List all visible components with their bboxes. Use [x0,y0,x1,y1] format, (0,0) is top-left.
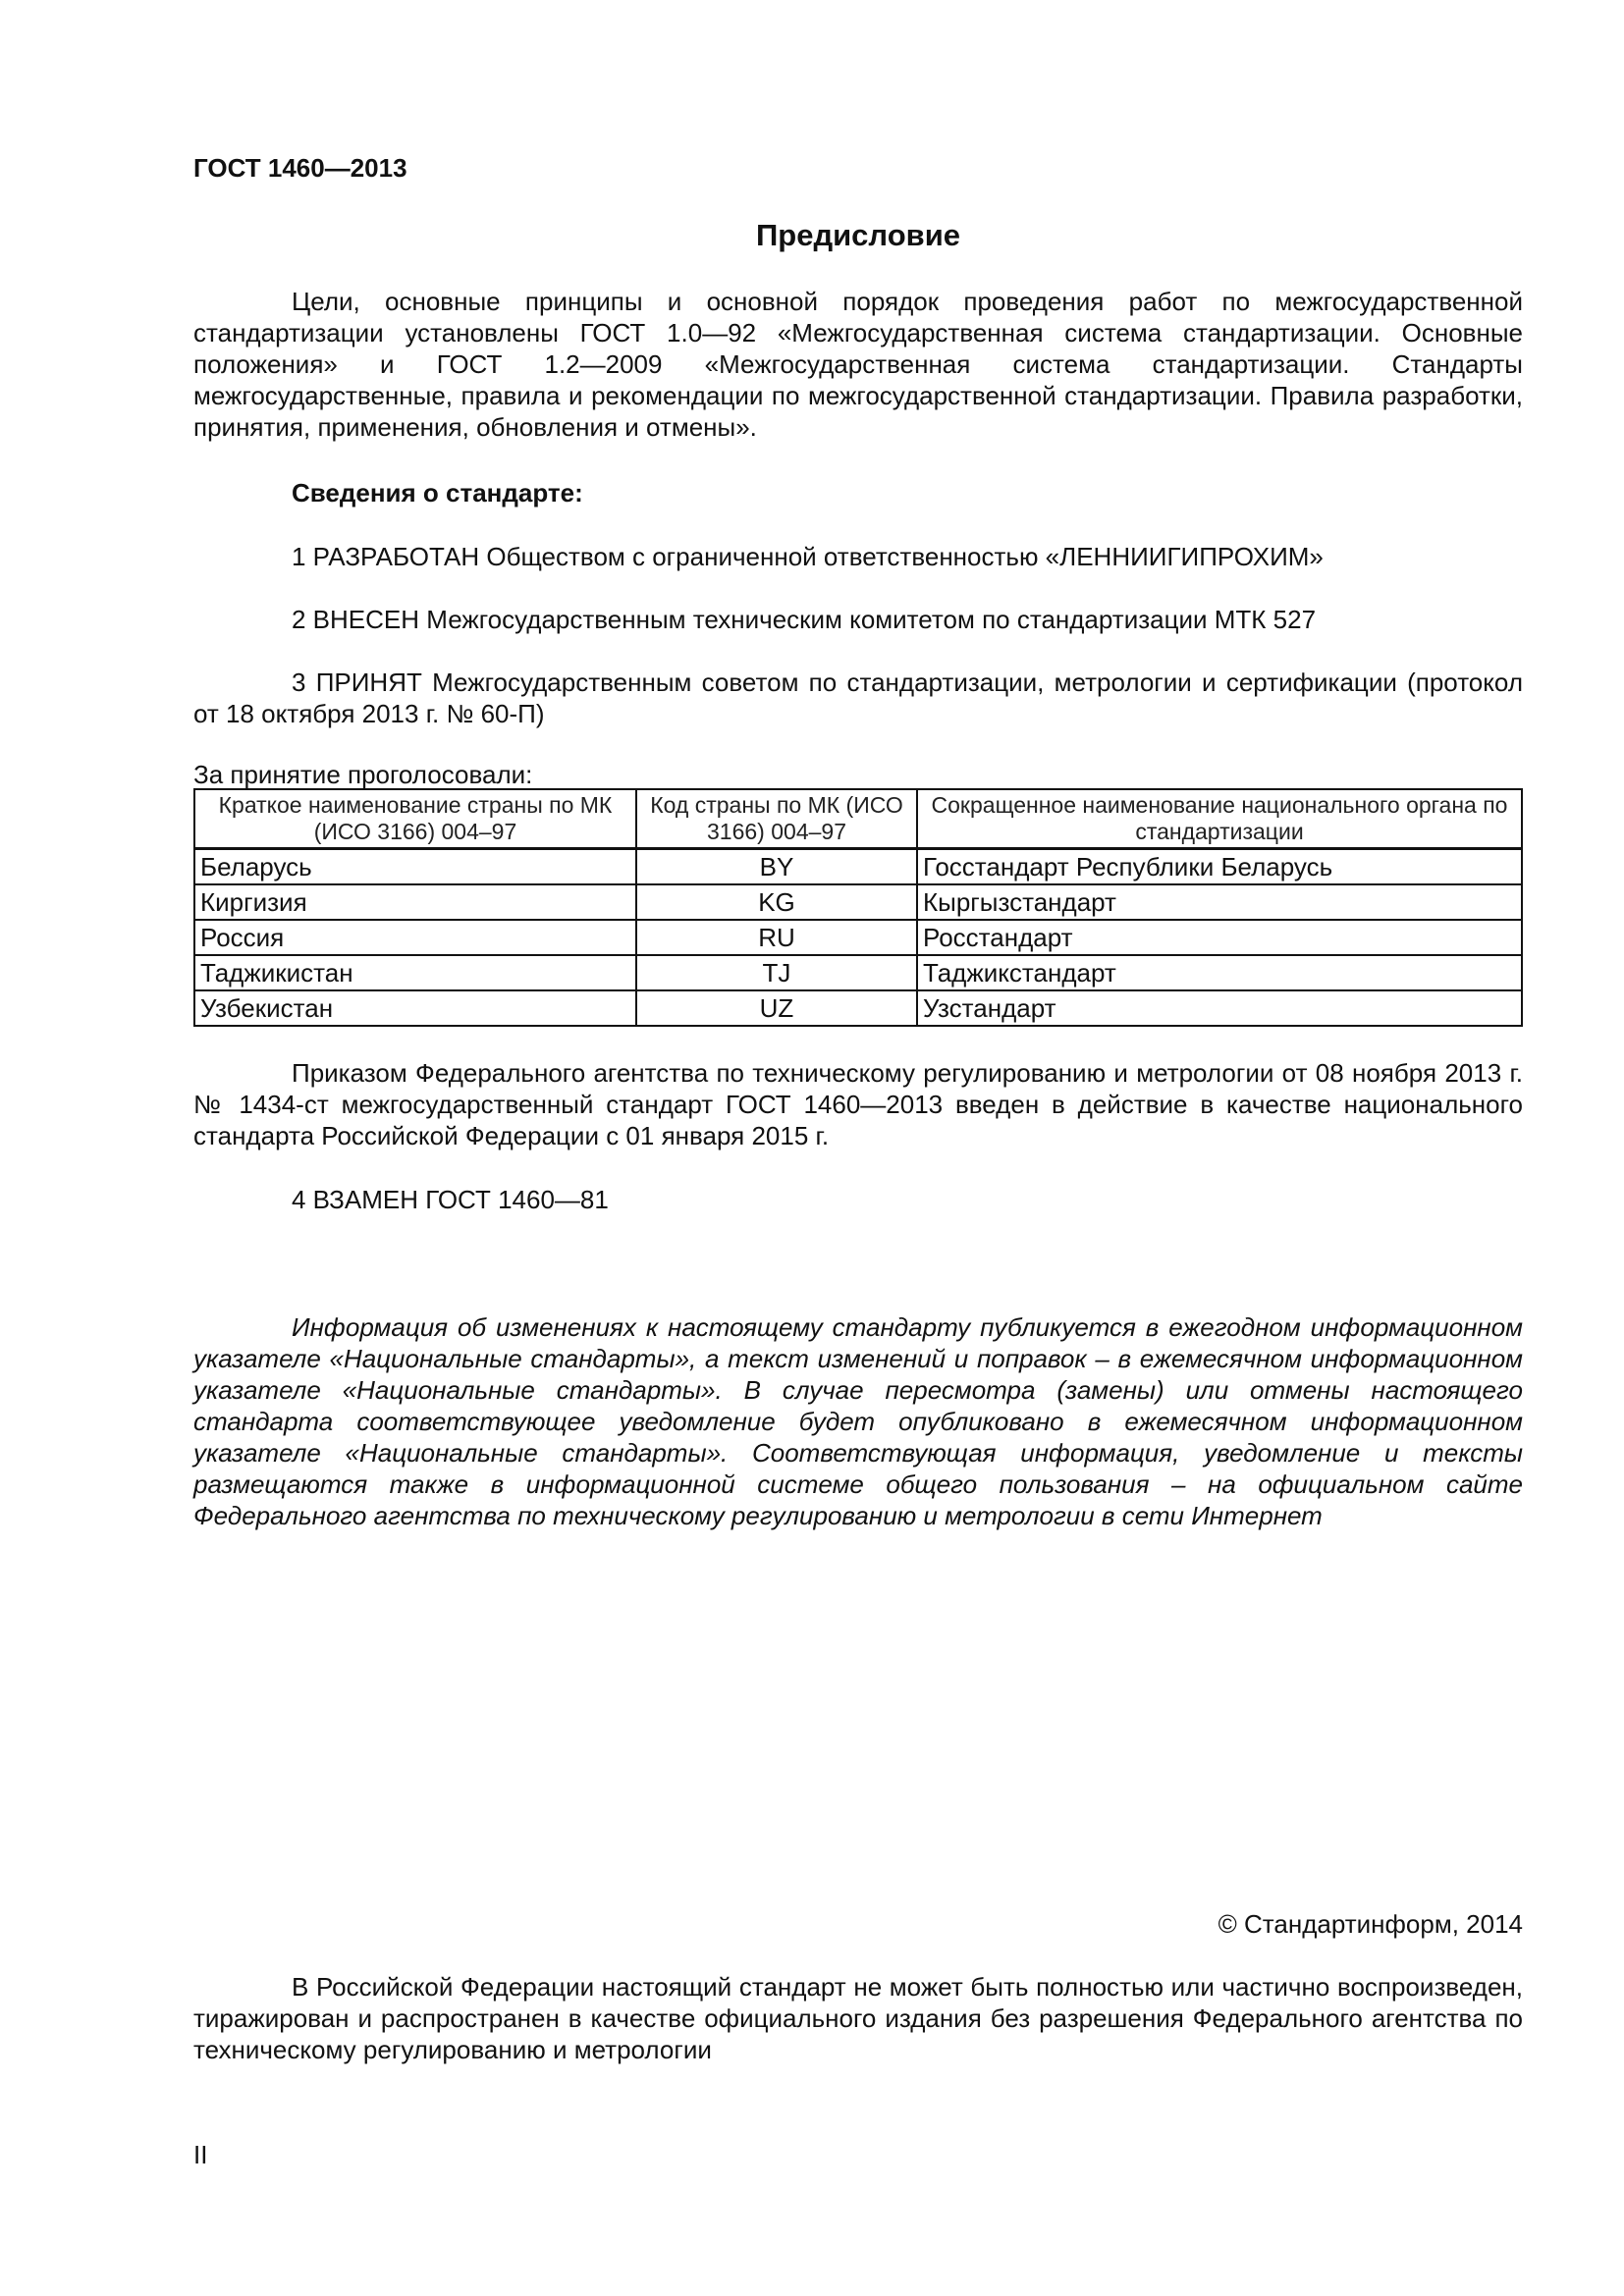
cell-code: RU [636,920,917,955]
item-adopted: 3 ПРИНЯТ Межгосударственным советом по стандартизации, метрологии и сертификации (протокол от 18 октября 2013 г. № 60-П) [193,667,1523,728]
table-header-row [194,789,1522,849]
table-row [194,955,1522,990]
item-submitted: 2 ВНЕСЕН Межгосударственным техническим комитетом по стандартизации МТК 527 [292,605,1317,634]
order-paragraph: Приказом Федерального агентства по техническому регулированию и метрологии от 08 ноября 2013 г. № 1434-ст межгосударственный стандарт ГОСТ 1460—2013 введен в действие в качестве национального стандарта Российской Федерации с 01 января 2015 г. [193,1058,1523,1150]
cell-body: Госстандарт Республики Беларусь [917,849,1522,885]
vote-caption: За принятие проголосовали: [193,760,533,789]
cell-code: UZ [636,990,917,1026]
info-heading: Сведения о стандарте: [292,478,583,507]
item-replaced: 4 ВЗАМЕН ГОСТ 1460—81 [292,1185,609,1214]
voting-table [193,788,1523,1027]
column-header-country: Краткое наименование страны по МК (ИСО 3166) 004–97 [194,789,636,849]
cell-code: BY [636,849,917,885]
table-row [194,990,1522,1026]
table-row [194,920,1522,955]
column-header-code: Код страны по МК (ИСО 3166) 004–97 [636,789,917,849]
cell-country: Киргизия [194,884,636,920]
copyright: © Стандартинформ, 2014 [1218,1909,1523,1939]
cell-body: Кыргызстандарт [917,884,1522,920]
item-developed: 1 РАЗРАБОТАН Обществом с ограниченной ответственностью «ЛЕННИИГИПРОХИМ» [292,542,1324,571]
column-header-body: Сокращенное наименование национального органа по стандартизации [917,789,1522,849]
cell-country: Россия [194,920,636,955]
information-note: Информация об изменениях к настоящему стандарту публикуется в ежегодном информационном указателе «Национальные стандарты», а текст изменений и поправок – в ежемесячном информационном указателе «Национальные стандарты». В случае пересмотра (замены) или отмены настоящего стандарта соответствующее уведомление будет опубликовано в ежемесячном информационном указателе «Национальные стандарты». Соответствующая информация, уведомление и тексты размещаются также в информационной системе общего пользования – на официальном сайте Федерального агентства по техническому регулированию и метрологии в сети Интернет [193,1312,1523,1530]
cell-code: TJ [636,955,917,990]
cell-body: Росстандарт [917,920,1522,955]
table-row [194,849,1522,885]
document-id: ГОСТ 1460—2013 [193,153,407,183]
reproduction-notice: В Российской Федерации настоящий стандарт не может быть полностью или частично воспроизведен, тиражирован и распространен в качестве официального издания без разрешения Федерального агентства по техническому регулированию и метрологии [193,1972,1523,2064]
cell-country: Узбекистан [194,990,636,1026]
cell-body: Узстандарт [917,990,1522,1026]
cell-country: Беларусь [194,849,636,885]
table-row [194,884,1522,920]
page-title: Предисловие [755,218,960,252]
page-number: II [193,2140,208,2169]
cell-body: Таджикстандарт [917,955,1522,990]
cell-country: Таджикистан [194,955,636,990]
cell-code: KG [636,884,917,920]
intro-paragraph: Цели, основные принципы и основной порядок проведения работ по межгосударственной стандартизации установлены ГОСТ 1.0—92 «Межгосударственная система стандартизации. Основные положения» и ГОСТ 1.2—2009 «Межгосударственная система стандартизации. Стандарты межгосударственные, правила и рекомендации по межгосударственной стандартизации. Правила разработки, принятия, применения, обновления и отмены». [193,287,1523,442]
